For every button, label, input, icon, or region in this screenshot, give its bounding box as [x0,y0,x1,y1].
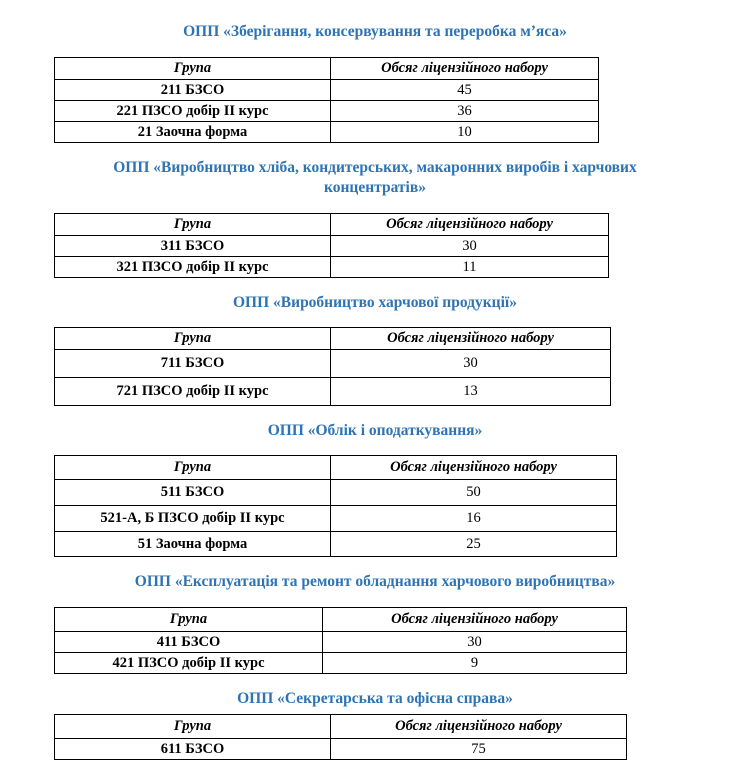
group-cell: 211 БЗСО [55,80,331,101]
group-column-header: Група [55,456,331,480]
table-header-row [55,608,627,632]
volume-cell: 30 [331,236,609,257]
table-header-row [55,58,599,80]
group-column-header: Група [55,608,323,632]
table-header-row [55,715,627,739]
table-row [55,80,599,101]
volume-column-header: Обсяг ліцензійного набору [331,214,609,236]
group-cell: 511 БЗСО [55,480,331,506]
section-title: ОПП «Зберігання, консервування та переробка м’яса» [183,23,567,40]
table-header-row [55,456,617,480]
group-cell: 711 БЗСО [55,350,331,378]
volume-cell: 50 [331,480,617,506]
volume-cell: 13 [331,378,611,406]
group-cell: 611 БЗСО [55,739,331,760]
volume-cell: 45 [331,80,599,101]
section-title: ОПП «Виробництво харчової продукції» [233,294,517,311]
group-column-header: Група [55,715,331,739]
volume-cell: 10 [331,122,599,143]
group-cell: 411 БЗСО [55,632,323,653]
group-cell: 321 ПЗСО добір ІІ курс [55,257,331,278]
section-title: ОПП «Експлуатація та ремонт обладнання харчового виробництва» [134,573,616,590]
section-title: ОПП «Облік і оподаткування» [267,422,483,439]
table-header-row [55,328,611,350]
volume-cell: 36 [331,101,599,122]
group-cell: 221 ПЗСО добір ІІ курс [55,101,331,122]
group-cell: 521-А, Б ПЗСО добір ІІ курс [55,506,331,532]
volume-cell: 75 [331,739,627,760]
group-cell: 421 ПЗСО добір ІІ курс [55,653,323,674]
table-row [55,739,627,760]
table-row [55,122,599,143]
section-title-continuation: концентратів» [324,179,426,196]
table-header-row [55,214,609,236]
volume-column-header: Обсяг ліцензійного набору [323,608,627,632]
table-row [55,632,627,653]
volume-column-header: Обсяг ліцензійного набору [331,58,599,80]
volume-cell: 30 [323,632,627,653]
license-table [54,213,609,278]
license-table [54,57,599,143]
volume-cell: 25 [331,532,617,557]
table-row [55,532,617,557]
table-row [55,378,611,406]
volume-cell: 16 [331,506,617,532]
group-cell: 51 Заочна форма [55,532,331,557]
group-cell: 21 Заочна форма [55,122,331,143]
license-table [54,714,627,760]
group-cell: 311 БЗСО [55,236,331,257]
group-column-header: Група [55,58,331,80]
volume-cell: 9 [323,653,627,674]
volume-column-header: Обсяг ліцензійного набору [331,328,611,350]
table-row [55,506,617,532]
group-column-header: Група [55,328,331,350]
table-row [55,236,609,257]
table-row [55,257,609,278]
license-table [54,607,627,674]
section-title: ОПП «Виробництво хліба, кондитерських, макаронних виробів і харчових [113,159,637,176]
volume-column-header: Обсяг ліцензійного набору [331,715,627,739]
license-table [54,455,617,557]
group-column-header: Група [55,214,331,236]
table-row [55,480,617,506]
table-row [55,350,611,378]
group-cell: 721 ПЗСО добір ІІ курс [55,378,331,406]
volume-cell: 30 [331,350,611,378]
section-title: ОПП «Секретарська та офісна справа» [237,690,513,707]
license-table [54,327,611,406]
volume-column-header: Обсяг ліцензійного набору [331,456,617,480]
table-row [55,101,599,122]
volume-cell: 11 [331,257,609,278]
table-row [55,653,627,674]
